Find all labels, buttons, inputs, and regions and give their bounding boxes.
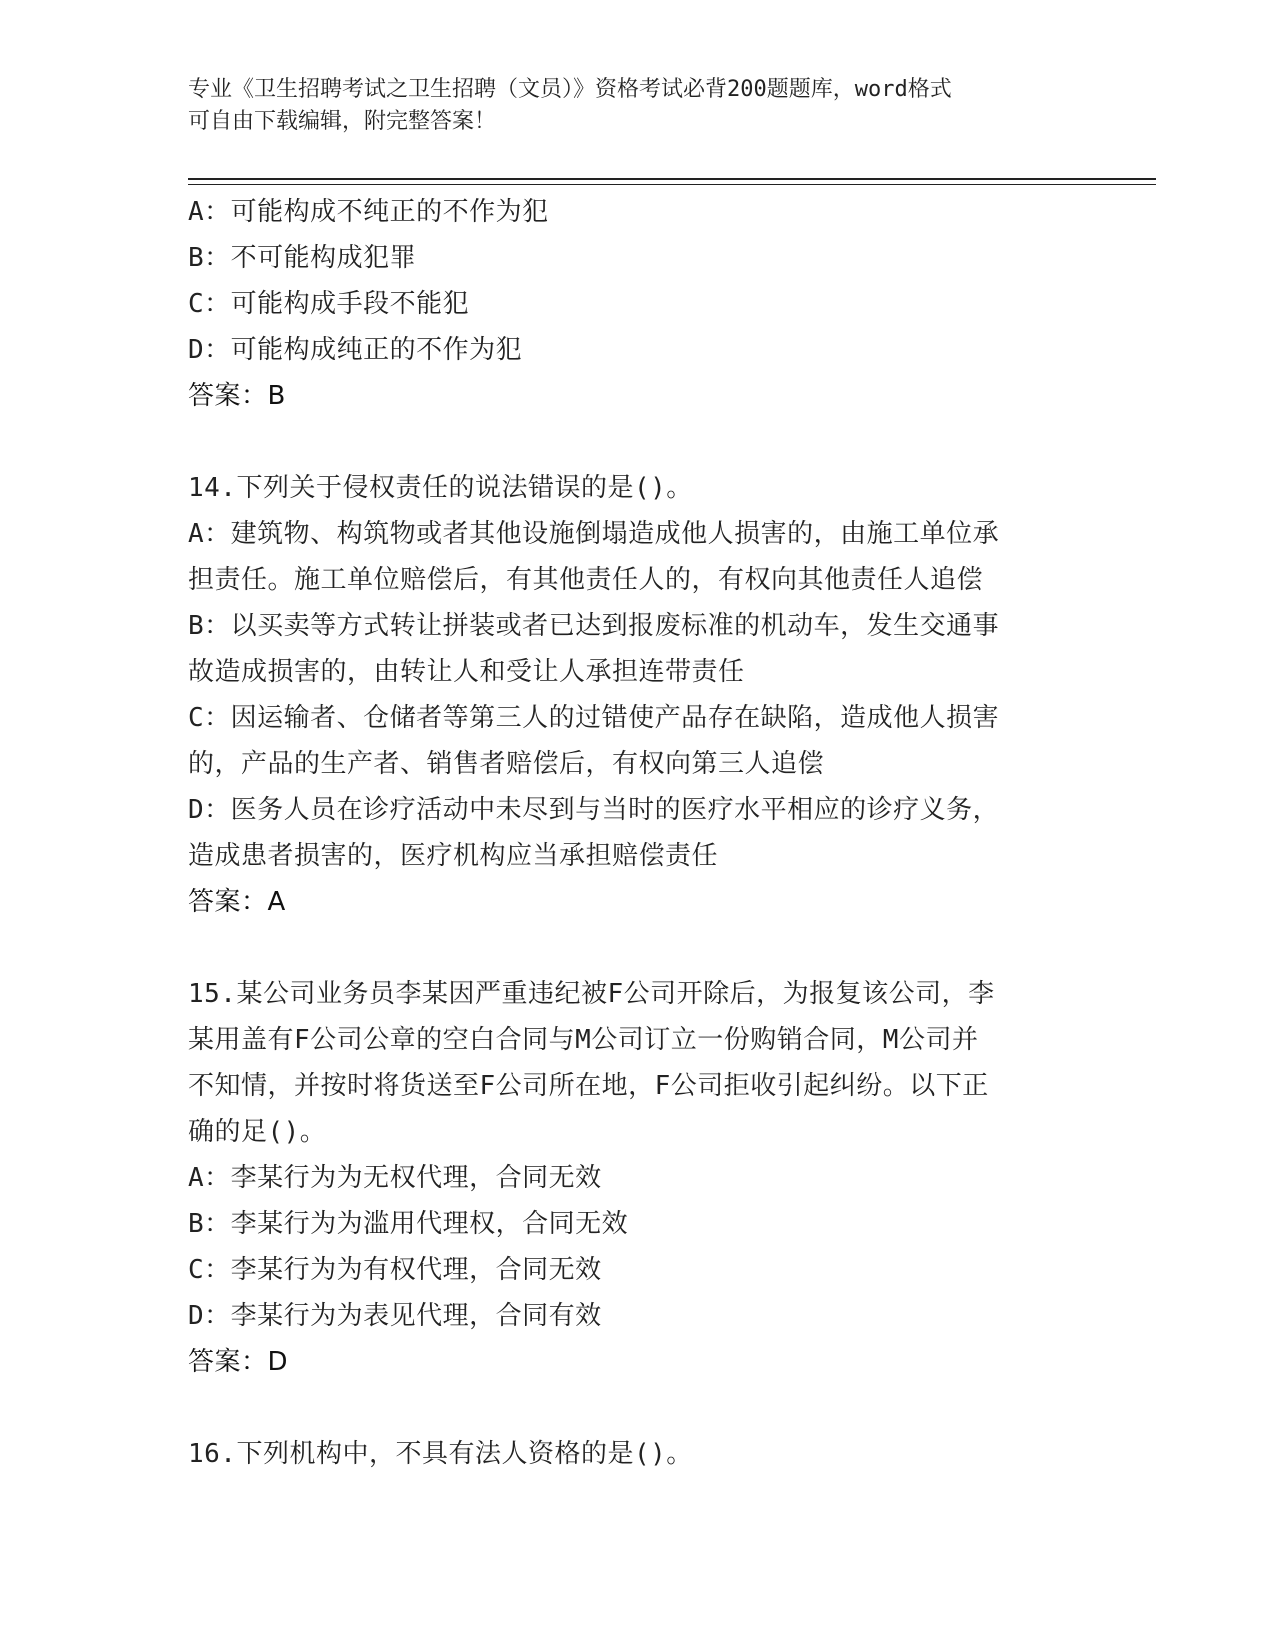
option-line: 故造成损害的，由转让人和受让人承担连带责任 bbox=[188, 657, 745, 687]
option-line: C：因运输者、仓储者等第三人的过错使产品存在缺陷，造成他人损害 bbox=[188, 703, 1000, 733]
option-line: D：可能构成纯正的不作为犯 bbox=[188, 335, 523, 365]
option-line: D：李某行为为表见代理，合同有效 bbox=[188, 1301, 602, 1331]
option-line: A：建筑物、构筑物或者其他设施倒塌造成他人损害的，由施工单位承 bbox=[188, 519, 1000, 549]
question-stem: 确的足()。 bbox=[188, 1117, 327, 1147]
question-16 bbox=[188, 1431, 1188, 1477]
question-15 bbox=[188, 971, 1188, 1385]
option-line: C：李某行为为有权代理，合同无效 bbox=[188, 1255, 602, 1285]
header-line-1: 专业《卫生招聘考试之卫生招聘（文员）》资格考试必背200题题库，word格式 bbox=[188, 77, 952, 102]
spacer bbox=[188, 1385, 1188, 1431]
spacer bbox=[188, 925, 1188, 971]
option-line: C：可能构成手段不能犯 bbox=[188, 289, 470, 319]
option-line: 担责任。施工单位赔偿后，有其他责任人的，有权向其他责任人追偿 bbox=[188, 565, 984, 595]
option-line: B：以买卖等方式转让拼装或者已达到报废标准的机动车，发生交通事 bbox=[188, 611, 1000, 641]
option-line: A：李某行为为无权代理，合同无效 bbox=[188, 1163, 602, 1193]
answer-line: 答案：A bbox=[188, 887, 286, 917]
question-stem: 某用盖有F公司公章的空白合同与M公司订立一份购销合同，M公司并 bbox=[188, 1025, 979, 1055]
answer-line: 答案：D bbox=[188, 1347, 289, 1377]
option-line: A：可能构成不纯正的不作为犯 bbox=[188, 197, 549, 227]
question-stem: 不知情，并按时将货送至F公司所在地，F公司拒收引起纠纷。以下正 bbox=[188, 1071, 989, 1101]
question-stem: 14.下列关于侵权责任的说法错误的是()。 bbox=[188, 473, 693, 503]
question-stem: 16.下列机构中，不具有法人资格的是()。 bbox=[188, 1439, 693, 1469]
option-line: 的，产品的生产者、销售者赔偿后，有权向第三人追偿 bbox=[188, 749, 825, 779]
spacer bbox=[188, 419, 1188, 465]
option-line: 造成患者损害的，医疗机构应当承担赔偿责任 bbox=[188, 841, 719, 871]
document-header bbox=[188, 74, 1088, 138]
header-rule-thick bbox=[188, 178, 1156, 180]
question-list bbox=[188, 189, 1188, 1477]
option-line: B：李某行为为滥用代理权，合同无效 bbox=[188, 1209, 629, 1239]
answer-line: 答案：B bbox=[188, 381, 286, 411]
option-line: D：医务人员在诊疗活动中未尽到与当时的医疗水平相应的诊疗义务， bbox=[188, 795, 1000, 825]
question-stem: 15.某公司业务员李某因严重违纪被F公司开除后，为报复该公司，李 bbox=[188, 979, 995, 1009]
option-line: B：不可能构成犯罪 bbox=[188, 243, 417, 273]
question-14 bbox=[188, 465, 1188, 925]
header-line-2: 可自由下载编辑，附完整答案！ bbox=[188, 109, 497, 134]
question-13 bbox=[188, 189, 1188, 419]
header-rule-thin bbox=[188, 184, 1156, 185]
